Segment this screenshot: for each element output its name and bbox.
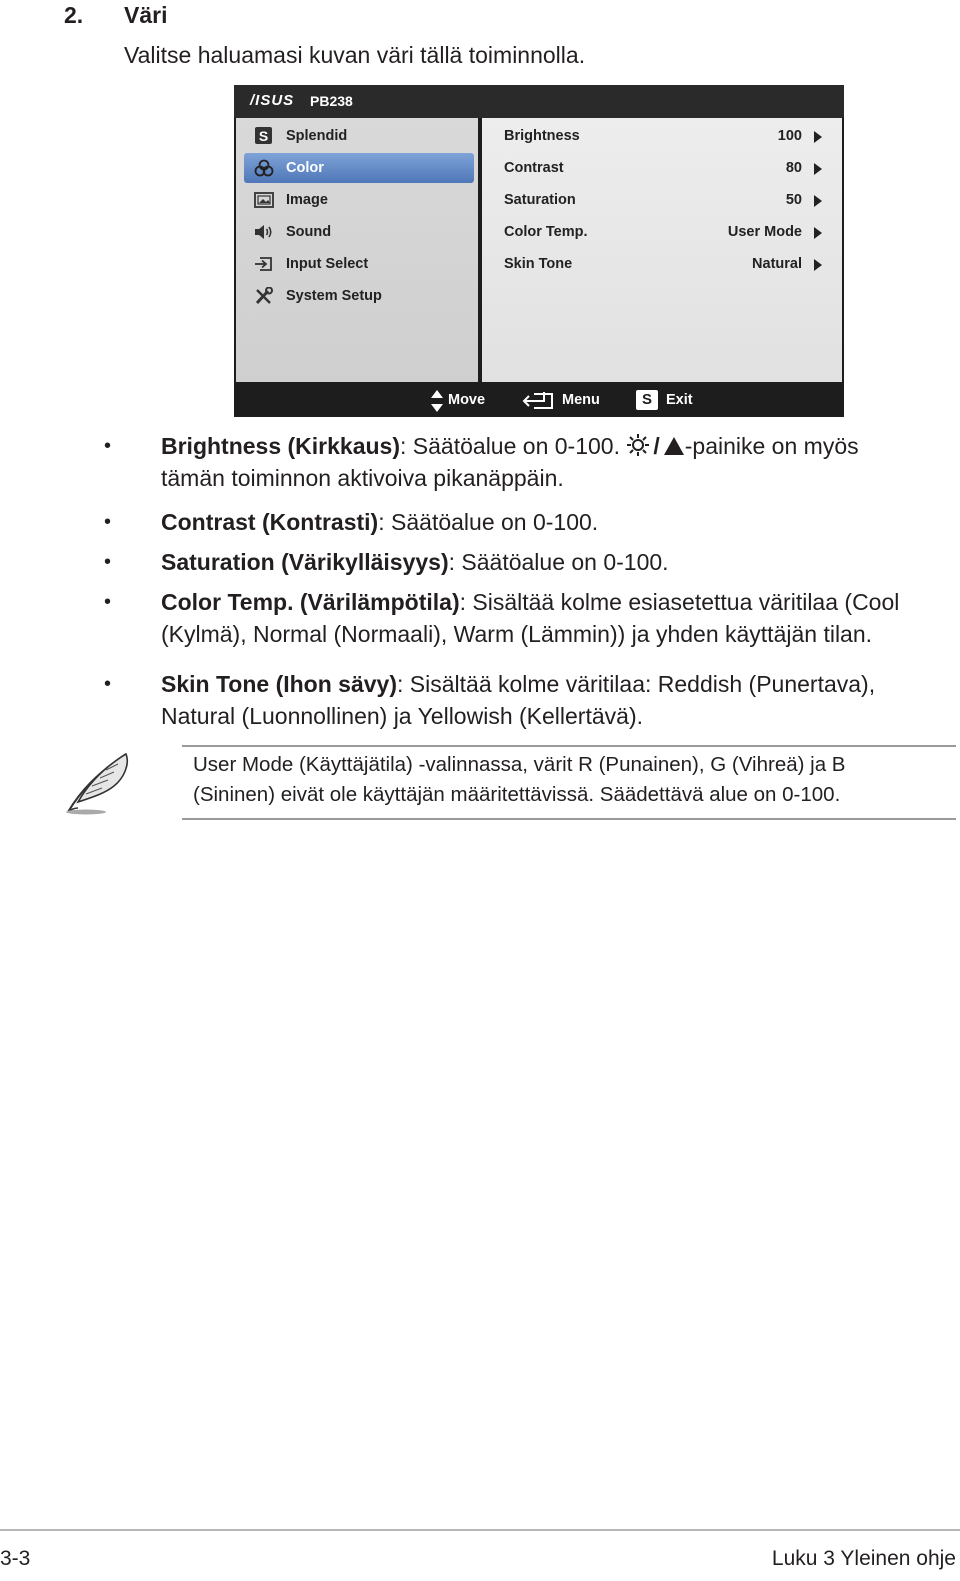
bullet-skin-tone — [161, 668, 941, 732]
note-line-2: (Sininen) eivät ole käyttäjän määritettävissä. Säädettävä alue on 0-100. — [193, 783, 841, 806]
note-line-1: User Mode (Käyttäjätila) -valinnassa, värit R (Punainen), G (Vihreä) ja B — [193, 753, 846, 776]
menu-label: Color — [286, 160, 324, 176]
speaker-icon — [254, 223, 274, 241]
bullet-dot: • — [104, 673, 112, 695]
saturation-text: : Säätöalue on 0-100. — [448, 549, 669, 575]
bullet-dot: • — [104, 591, 112, 613]
osd-model-name: PB238 — [310, 93, 353, 109]
menu-item-input-select[interactable] — [244, 249, 474, 279]
menu-label: Splendid — [286, 128, 348, 144]
arrow-right-icon — [814, 227, 822, 239]
up-down-arrows-icon — [430, 390, 444, 412]
menu-item-splendid[interactable] — [244, 121, 474, 151]
menu-item-color[interactable] — [244, 153, 474, 183]
menu-label: Menu — [562, 392, 600, 408]
arrow-right-icon — [814, 195, 822, 207]
enter-icon — [522, 390, 556, 410]
term-color-temp: Color Temp. (Värilämpötila) — [161, 589, 460, 615]
submenu-value: 80 — [785, 160, 802, 176]
note-top-rule — [182, 745, 956, 747]
contrast-text: : Säätöalue on 0-100. — [378, 509, 599, 535]
chapter-title: Luku 3 Yleinen ohje — [771, 1547, 956, 1570]
section-intro: Valitse haluamasi kuvan väri tällä toiminnolla. — [124, 42, 586, 68]
osd-menu-screenshot — [234, 85, 844, 417]
feather-note-icon — [60, 748, 134, 816]
menu-item-sound[interactable] — [244, 217, 474, 247]
brightness-sun-icon — [626, 433, 650, 457]
section-number: 2. — [64, 2, 84, 28]
submenu-row-contrast[interactable] — [482, 153, 842, 183]
asus-logo: /ISUS — [250, 92, 295, 109]
move-label: Move — [448, 392, 486, 408]
submenu-row-skin-tone[interactable] — [482, 249, 842, 279]
arrow-right-icon — [814, 163, 822, 175]
submenu-value: User Mode — [727, 224, 802, 240]
exit-label: Exit — [666, 392, 693, 408]
color-temp-text: : Sisältää kolme esiasetettua väritilaa (Cool — [459, 589, 900, 615]
bullet-color-temp — [161, 586, 941, 650]
exit-control — [636, 390, 716, 410]
menu-item-system-setup[interactable] — [244, 281, 474, 311]
svg-text:S: S — [258, 128, 269, 144]
footer-rule — [0, 1529, 960, 1531]
submenu-row-color-temp[interactable] — [482, 217, 842, 247]
osd-color-submenu — [482, 118, 842, 382]
note-bottom-rule — [182, 818, 956, 820]
menu-label: Image — [286, 192, 328, 208]
osd-main-menu — [236, 118, 478, 382]
splendid-s-icon — [254, 127, 274, 145]
bullet-dot: • — [104, 511, 112, 533]
bullet-dot: • — [104, 435, 112, 457]
image-icon — [254, 191, 274, 209]
menu-label: Sound — [286, 224, 332, 240]
up-triangle-icon — [663, 436, 685, 456]
submenu-value: 100 — [777, 128, 802, 144]
menu-label: Input Select — [286, 256, 369, 272]
submenu-label: Saturation — [504, 192, 576, 208]
submenu-value: 50 — [785, 192, 802, 208]
submenu-value: Natural — [752, 256, 802, 272]
menu-control — [522, 390, 612, 410]
term-brightness: Brightness (Kirkkaus) — [161, 433, 401, 459]
brightness-slash: / — [653, 433, 660, 459]
submenu-label: Skin Tone — [504, 256, 573, 272]
color-temp-text-2: (Kylmä), Normal (Normaali), Warm (Lämmin)) ja yhden käyttäjän tilan. — [161, 621, 873, 647]
osd-title-bar — [234, 85, 844, 118]
skin-tone-text-2: Natural (Luonnollinen) ja Yellowish (Kellertävä). — [161, 703, 643, 729]
exit-key-letter: S — [642, 391, 653, 408]
submenu-label: Brightness — [504, 128, 580, 144]
input-select-icon — [254, 255, 274, 273]
tools-icon — [254, 287, 274, 305]
section-title: Väri — [124, 2, 168, 28]
submenu-row-saturation[interactable] — [482, 185, 842, 215]
submenu-row-brightness[interactable] — [482, 121, 842, 151]
bullet-brightness — [161, 430, 941, 494]
arrow-right-icon — [814, 259, 822, 271]
brightness-text-3: tämän toiminnon aktivoiva pikanäppäin. — [161, 465, 564, 491]
skin-tone-text: : Sisältää kolme väritilaa: Reddish (Punertava), — [397, 671, 876, 697]
submenu-label: Color Temp. — [504, 224, 588, 240]
submenu-label: Contrast — [504, 160, 564, 176]
brightness-text-2: -painike on myös — [684, 433, 859, 459]
page-number: 3-3 — [0, 1547, 31, 1570]
color-icon — [254, 159, 274, 177]
menu-item-image[interactable] — [244, 185, 474, 215]
osd-control-bar — [234, 382, 844, 417]
note-text — [193, 750, 913, 810]
move-control — [430, 390, 500, 410]
term-contrast: Contrast (Kontrasti) — [161, 509, 379, 535]
term-skin-tone: Skin Tone (Ihon sävy) — [161, 671, 397, 697]
term-saturation: Saturation (Värikylläisyys) — [161, 549, 449, 575]
bullet-dot: • — [104, 551, 112, 573]
arrow-right-icon — [814, 131, 822, 143]
menu-label: System Setup — [286, 288, 382, 304]
bullet-saturation — [161, 546, 941, 578]
brightness-text: : Säätöalue on 0-100. — [400, 433, 627, 459]
bullet-contrast — [161, 506, 941, 538]
